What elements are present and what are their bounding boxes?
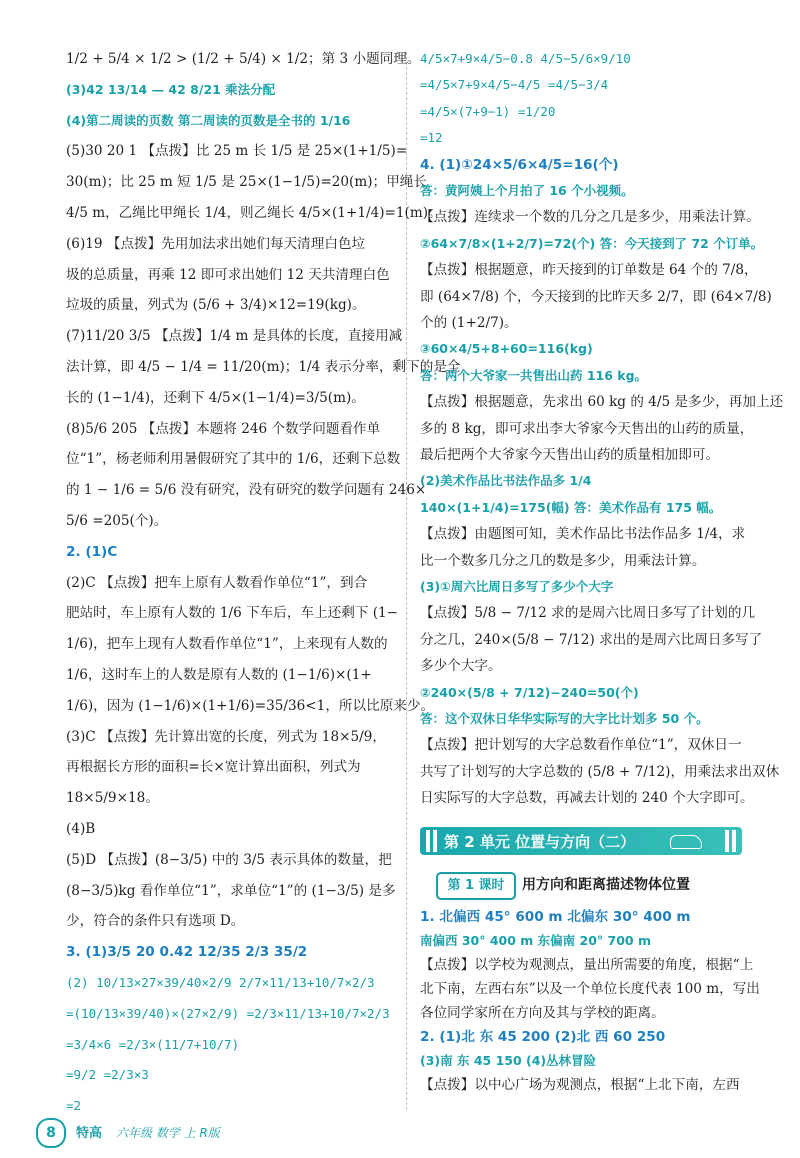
text-line: (7)11/20 3/5 【点拨】1/4 m 是具体的长度，直接用减 xyxy=(66,328,403,345)
text-line: 分之几，240×(5/8 − 7/12) 求出的是周六比周日多写了 xyxy=(420,631,763,648)
text-line: 【点拨】5/8 − 7/12 求的是周六比周日多写了计划的几 xyxy=(420,605,756,622)
text-line: (8−3/5)kg 看作单位“1”，求单位“1”的 (1−3/5) 是多 xyxy=(66,882,396,899)
text-line: 【点拨】以中心广场为观测点，根据“上北下南，左西 xyxy=(420,1077,740,1093)
text-line: 答：黄阿姨上个月拍了 16 个小视频。 xyxy=(420,183,634,198)
banner-stripe xyxy=(732,830,736,852)
text-line: 【点拨】把计划写的大字总数看作单位“1”，双休日一 xyxy=(420,737,742,754)
text-line: =3/4×6 =2/3×(11/7+10/7) xyxy=(66,1036,240,1052)
unit-title: 第 2 单元 位置与方向（二） xyxy=(444,833,636,851)
text-line: =4/5×(7+9−1) =1/20 xyxy=(420,103,556,119)
text-line: 个的 (1+2/7)。 xyxy=(420,315,518,331)
text-line: 少，符合的条件只有选项 D。 xyxy=(66,913,245,930)
text-line: 日实际写的大字总数，再减去计划的 240 个大字即可。 xyxy=(420,790,754,807)
text-line: =4/5×7+9×4/5−4/5 =4/5−3/4 xyxy=(420,77,609,93)
text-line: 4/5 m，乙绳比甲绳长 1/4，则乙绳长 4/5×(1+1/4)=1(m)。 xyxy=(66,205,442,221)
text-line: 答：这个双休日华华实际写的大字比计划多 50 个。 xyxy=(420,711,709,726)
text-line: 1/6，这时车上的人数是原有人数的 (1−1/6)×(1+ xyxy=(66,667,372,683)
text-line: (2)美术作品比书法作品多 1/4 xyxy=(420,473,592,489)
book-title: 六年级 数学 上 R版 xyxy=(116,1126,220,1140)
text-line: 1/6)，因为 (1−1/6)×(1+1/6)=35/36<1，所以比原来少。 xyxy=(66,697,435,714)
text-line: (3)①周六比周日多写了多少个大字 xyxy=(420,579,614,594)
footer-logo: 特高 xyxy=(76,1126,103,1141)
text-line: 法计算，即 4/5 − 1/4 = 11/20(m)；1/4 表示分率，剩下的是全 xyxy=(66,359,461,375)
banner-stripe xyxy=(426,830,430,852)
text-line: =12 xyxy=(420,130,443,146)
lesson-tag: 第 1 课时 xyxy=(436,872,516,900)
text-line: 圾的总质量，再乘 12 即可求出她们 12 天共清理白色 xyxy=(66,266,390,283)
text-line: 南偏西 30° 400 m 东偏南 20° 700 m xyxy=(420,933,651,948)
text-line: 1/2 + 5/4 × 1/2 > (1/2 + 5/4) × 1/2；第 3 小题同理。 xyxy=(66,51,421,67)
text-line: (3)南 东 45 150 (4)丛林冒险 xyxy=(420,1053,597,1068)
text-line: 多的 8 kg，即可求出李大爷家今天售出的山药的质量， xyxy=(420,420,754,437)
text-line: 北下南，左西右东”以及一个单位长度代表 100 m，写出 xyxy=(420,981,760,997)
text-line: (8)5/6 205 【点拨】本题将 246 个数学问题看作单 xyxy=(66,420,381,437)
text-line: 【点拨】以学校为观测点，量出所需要的角度，根据“上 xyxy=(420,957,754,973)
text-line: 的 1 − 1/6 = 5/6 没有研究，没有研究的数学问题有 246× xyxy=(66,482,427,499)
text-line: ②64×7/8×(1+2/7)=72(个) 答：今天接到了 72 个订单。 xyxy=(420,235,764,251)
text-line: 最后把两个大爷家今天售出山药的质量相加即可。 xyxy=(420,447,720,463)
text-line: 【点拨】由题图可知，美术作品比书法作品多 1/4，求 xyxy=(420,526,746,543)
text-line: (6)19 【点拨】先用加法求出她们每天清理白色垃 xyxy=(66,235,366,252)
text-line: 多少个大字。 xyxy=(420,658,502,675)
text-line: 2. (1)北 东 45 200 (2)北 西 60 250 xyxy=(420,1029,666,1045)
text-line: ③60×4/5+8+60=116(kg) xyxy=(420,341,593,357)
text-line: 【点拨】根据题意，先求出 60 kg 的 4/5 是多少，再加上还 xyxy=(420,394,784,411)
text-line: 4. (1)①24×5/6×4/5=16(个) xyxy=(420,156,619,173)
text-line: (5)D 【点拨】(8−3/5) 中的 3/5 表示具体的数量，把 xyxy=(66,851,392,868)
text-line: 即 (64×7/8) 个，今天接到的比昨天多 2/7，即 (64×7/8) xyxy=(420,288,772,305)
text-line: (4)B xyxy=(66,821,96,837)
text-line: (4)第二周读的页数 第二周读的页数是全书的 1/16 xyxy=(66,112,351,128)
text-line: 4/5×7+9×4/5−0.8 4/5−5/6×9/10 xyxy=(420,51,631,66)
text-line: 140×(1+1/4)=175(幅) 答：美术作品有 175 幅。 xyxy=(420,499,722,515)
text-line: (2)C 【点拨】把车上原有人数看作单位“1”，到合 xyxy=(66,574,368,591)
text-line: 【点拨】根据题意，昨天接到的订单数是 64 个的 7/8， xyxy=(420,262,758,279)
text-line: =9/2 =2/3×3 xyxy=(66,1067,149,1083)
text-line: 3. (1)3/5 20 0.42 12/35 2/3 35/2 xyxy=(66,944,308,961)
text-line: ②240×(5/8 + 7/12)−240=50(个) xyxy=(420,684,639,700)
text-line: 18×5/9×18。 xyxy=(66,790,159,807)
text-line: 1. 北偏西 45° 600 m 北偏东 30° 400 m xyxy=(420,909,691,925)
text-line: (3)C 【点拨】先计算出宽的长度，列式为 18×5/9， xyxy=(66,728,386,745)
text-line: (5)30 20 1 【点拨】比 25 m 长 1/5 是 25×(1+1/5)= xyxy=(66,143,408,160)
text-line: 1/6)，把车上现有人数看作单位“1”，上来现有人数的 xyxy=(66,636,388,653)
banner-stripe xyxy=(725,830,729,852)
text-line: =(10/13×39/40)×(27×2/9) =2/3×11/13+10/7×2/3 xyxy=(66,1005,390,1021)
banner-stripe xyxy=(433,830,437,852)
text-line: 再根据长方形的面积=长×宽计算出面积，列式为 xyxy=(66,759,361,776)
text-line: 30(m)；比 25 m 短 1/5 是 25×(1−1/5)=20(m)；甲绳长 xyxy=(66,174,427,191)
text-line: 垃圾的质量，列式为 (5/6 + 3/4)×12=19(kg)。 xyxy=(66,297,366,314)
text-line: (2) 10/13×27×39/40×2/9 2/7×11/13+10/7×2/3 xyxy=(66,975,375,990)
text-line: 位“1”，杨老师利用暑假研究了其中的 1/6，还剩下总数 xyxy=(66,451,401,468)
text-line: 5/6 =205(个)。 xyxy=(66,513,168,529)
unit-banner xyxy=(420,827,742,855)
text-line: 各位同学家所在方向及其与学校的距离。 xyxy=(420,1005,665,1021)
page-number: 8 xyxy=(36,1118,66,1148)
lesson-title: 用方向和距离描述物体位置 xyxy=(522,877,690,893)
text-line: 长的 (1−1/4)，还剩下 4/5×(1−1/4)=3/5(m)。 xyxy=(66,389,365,406)
text-line: 2. (1)C xyxy=(66,543,118,560)
text-line: 共写了计划写的大字总数的 (5/8 + 7/12)，用乘法求出双休 xyxy=(420,763,780,780)
car-icon xyxy=(670,835,702,849)
text-line: 【点拨】连续求一个数的几分之几是多少，用乘法计算。 xyxy=(420,209,760,226)
text-line: 答：两个大爷家一共售出山药 116 kg。 xyxy=(420,367,648,383)
text-line: 肥站时，车上原有人数的 1/6 下车后，车上还剩下 (1− xyxy=(66,605,399,622)
page-footer xyxy=(36,1118,256,1146)
text-line: =2 xyxy=(66,1098,82,1114)
text-line: 比一个数多几分之几的数是多少，用乘法计算。 xyxy=(420,552,706,569)
text-line: (3)42 13/14 — 42 8/21 乘法分配 xyxy=(66,81,276,97)
